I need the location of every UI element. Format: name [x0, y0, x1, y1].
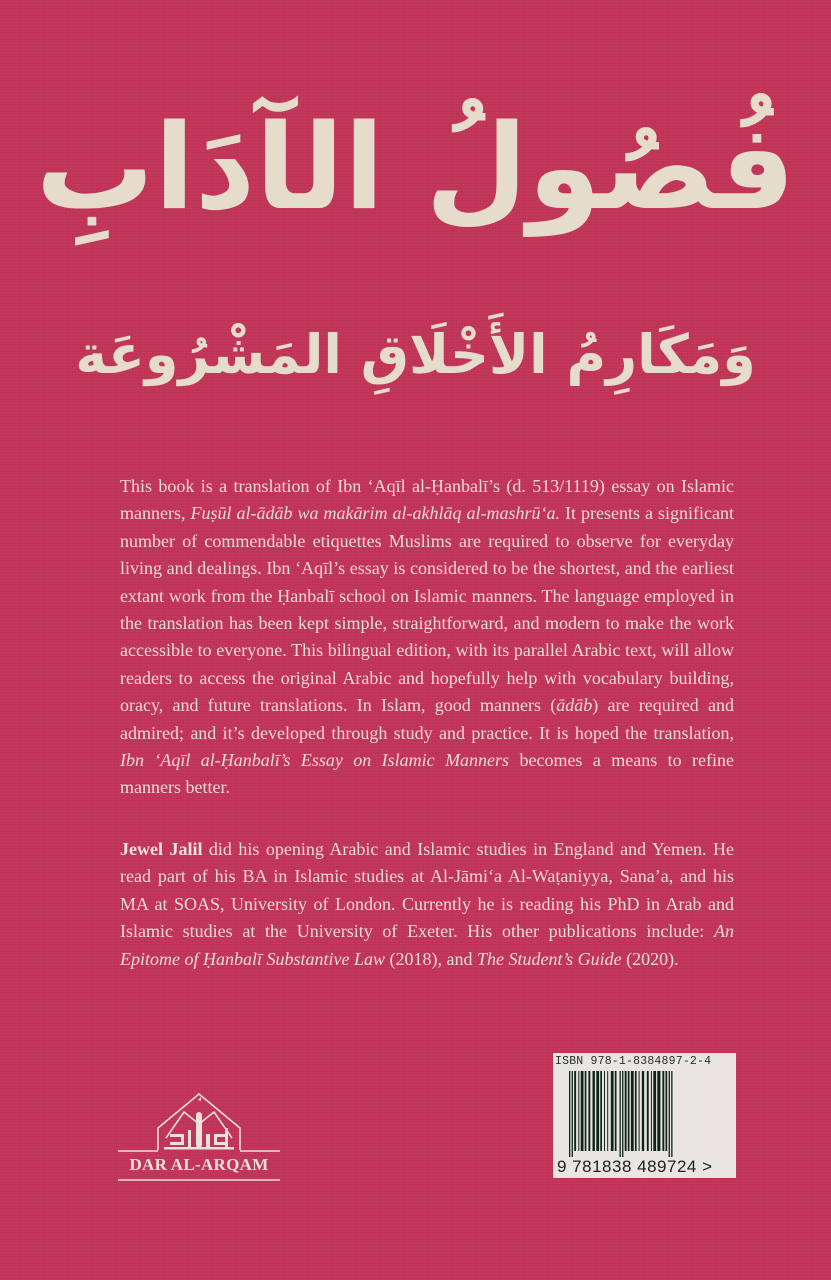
barcode-bars-icon: [569, 1071, 721, 1157]
italic-title-text: An Epitome of Ḥanbalī Substantive Law: [120, 921, 734, 969]
body-text: It presents a significant number of commendable etiquettes Muslims are required to observe for everyday living and dealings. Ibn ‘Aqīl’s essay is considered to be the shortest, and the earliest extant work from the Ḥanbalī school on Islamic manners. The language employed in the translation has been kept simple, straightforward, and modern to make the work accessible to everyone. This bilingual edition, with its parallel Arabic text, will allow readers to access the original Arabic and hopefully help with vocabulary building, oracy, and future translations. In Islam, good manners (: [120, 503, 735, 716]
author-name: Jewel Jalil: [120, 839, 203, 859]
isbn-label: ISBN 978-1-8384897-2-4: [555, 1055, 712, 1068]
isbn-barcode: [553, 1053, 736, 1178]
publisher-name: DAR AL-ARQAM: [129, 1155, 269, 1174]
body-text: (2020).: [621, 948, 679, 969]
arabic-title: فُصُولُ الآدَابِ: [35, 98, 796, 236]
italic-title-text: Fuṣūl al-ādāb wa makārim al-akhlāq al-mashrū‘a.: [190, 503, 561, 524]
body-text: This book is a translation of Ibn ‘Aqīl al-Ḥanbalī’s (d. 513/1119) essay on Islamic manners,: [120, 476, 734, 524]
author-bio: [120, 836, 734, 973]
book-description: [120, 473, 734, 802]
body-text: becomes a means to refine manners better.: [120, 750, 734, 798]
publisher-logo: [118, 1090, 280, 1185]
arabic-subtitle: وَمَكَارِمُ الأَخْلَاقِ المَشْرُوعَة: [75, 323, 756, 386]
italic-title-text: ādāb: [556, 695, 593, 716]
body-text: (2018), and: [385, 948, 477, 969]
ean-digits: 9 781838 489724 >: [557, 1157, 713, 1176]
author-bio-text: [120, 839, 734, 969]
body-text: did his opening Arabic and Islamic studies in England and Yemen. He read part of his BA in Islamic studies at Al-Jāmi‘a Al-Waṭaniyya, Sana’a, and his MA at SOAS, University of London. Currently he is reading his PhD in Arab and Islamic studies at the University of Exeter. His other publications include:: [120, 839, 734, 942]
italic-title-text: The Student’s Guide: [476, 948, 622, 969]
italic-title-text: Ibn ‘Aqīl al-Ḥanbalī’s Essay on Islamic Manners: [120, 750, 510, 771]
body-text: ) are required and admired; and it’s developed through study and practice. It is hoped the translation,: [120, 695, 734, 743]
